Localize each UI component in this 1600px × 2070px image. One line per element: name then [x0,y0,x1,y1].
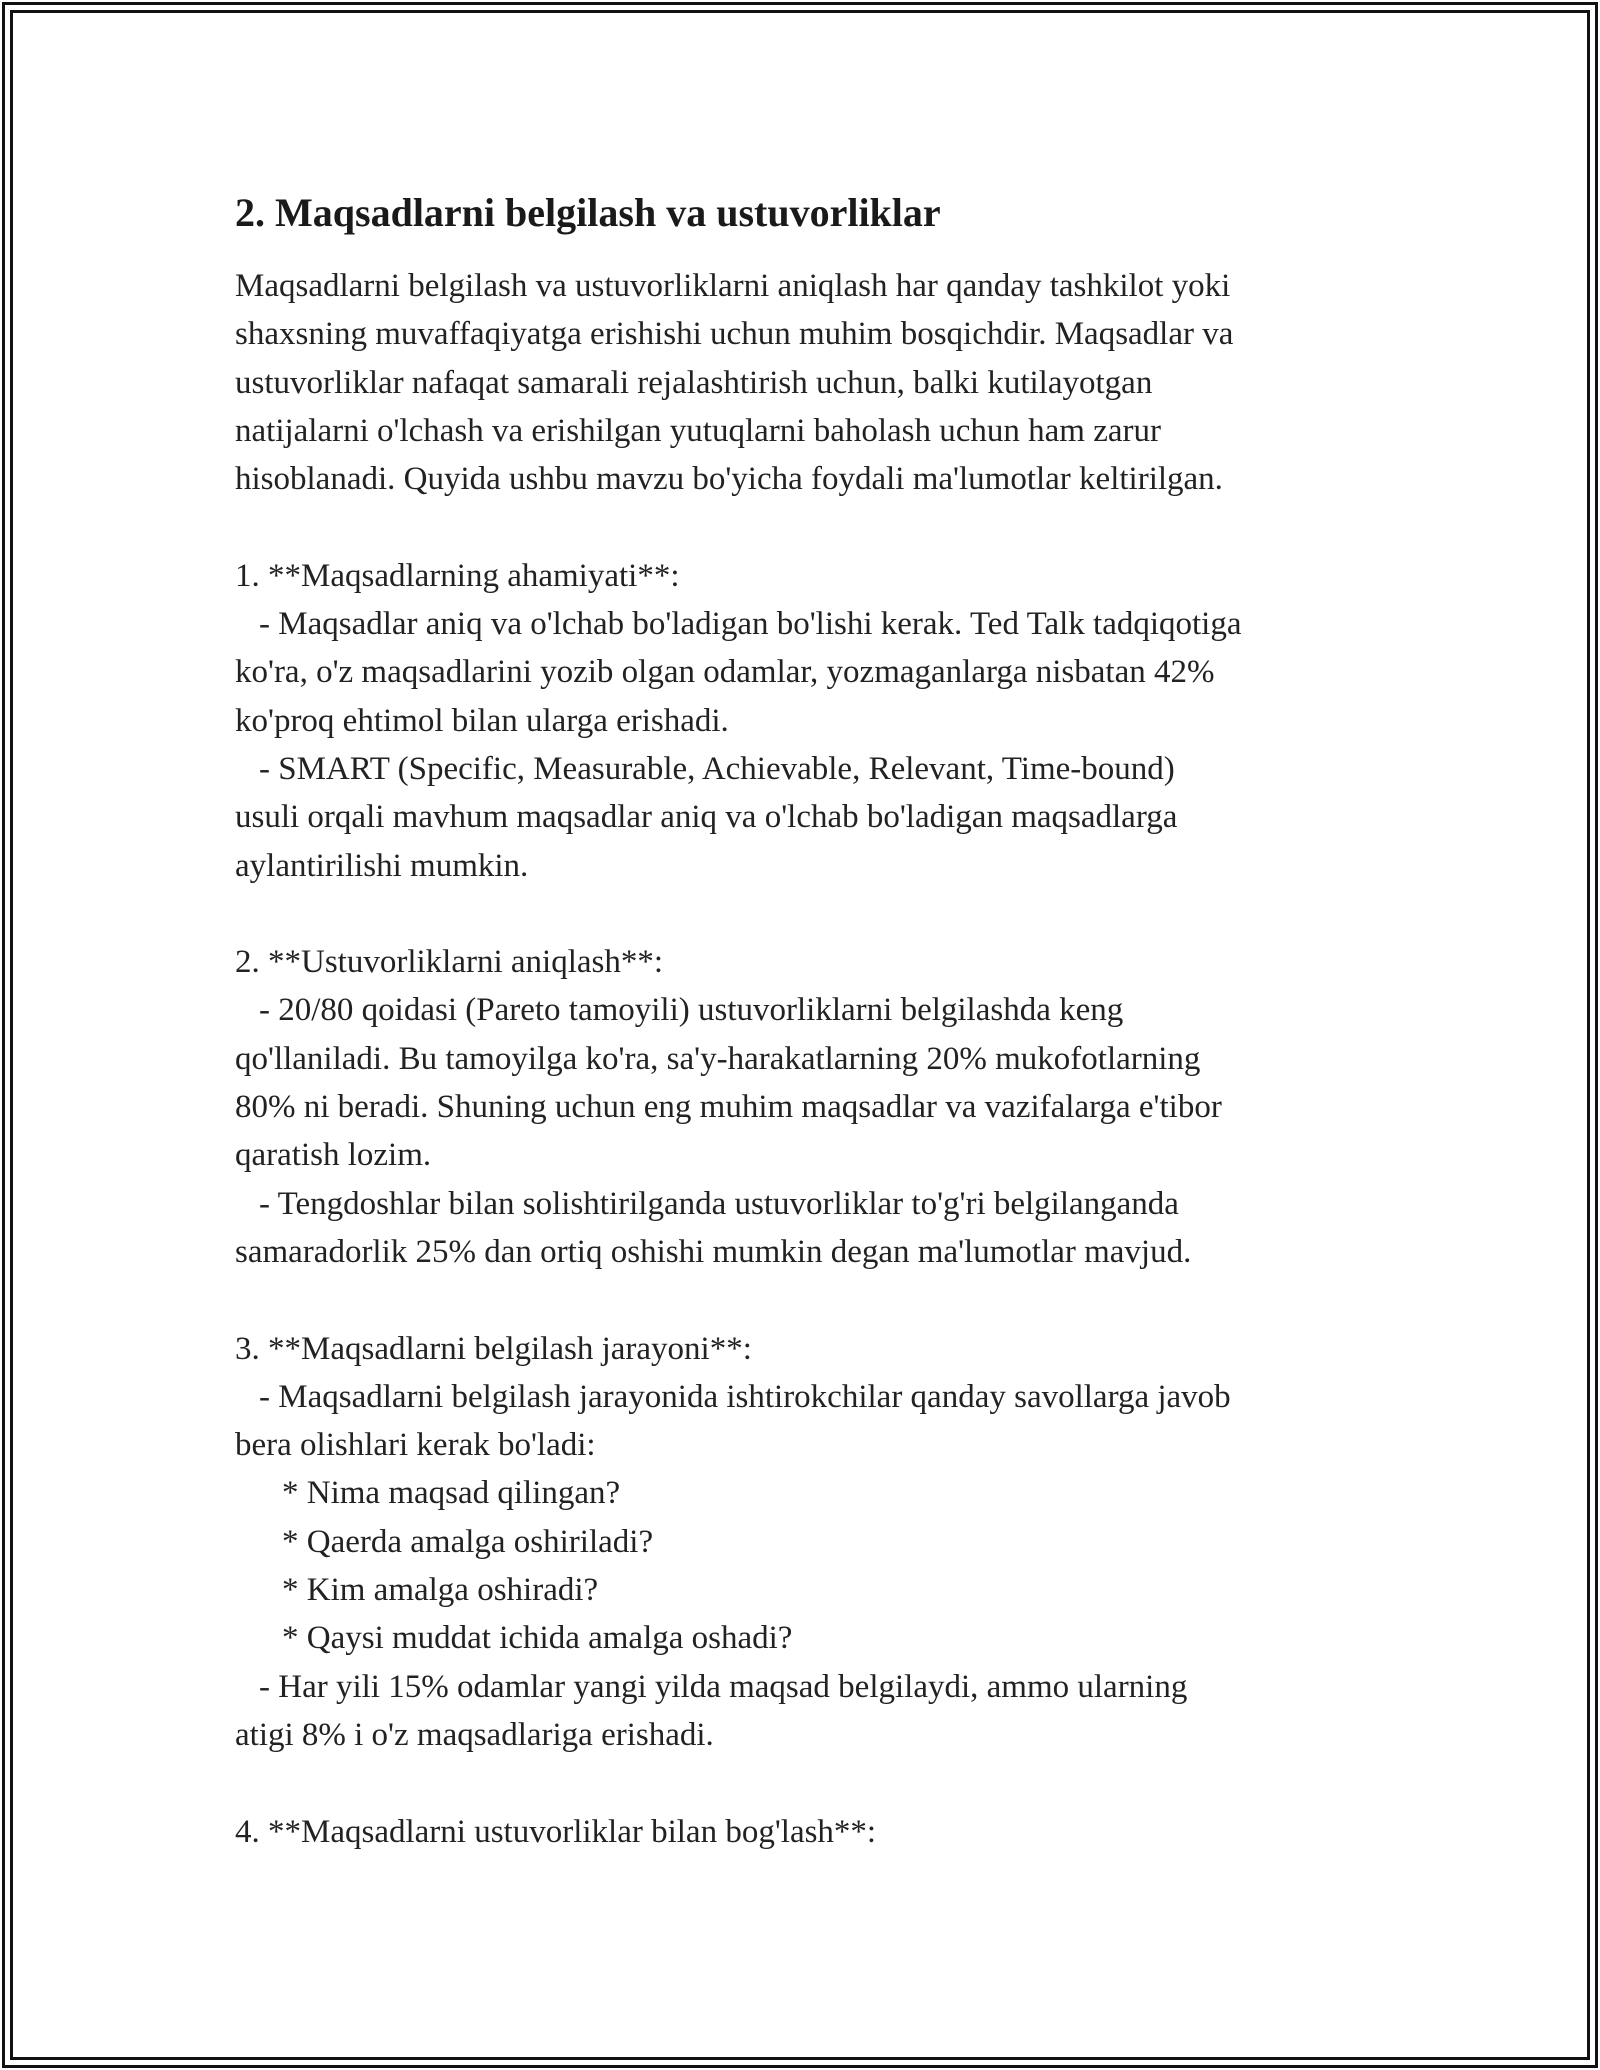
bullet-text: samaradorlik 25% dan ortiq oshishi mumkin degan ma'lumotlar mavjud. [235,1233,1192,1270]
question-item: * Kim amalga oshiradi? [282,1572,599,1609]
bullet-text: - 20/80 qoidasi (Pareto tamoyili) ustuvorliklarni belgilashda keng [259,992,1124,1029]
bullet-text: qo'llaniladi. Bu tamoyilga ko'ra, sa'y-harakatlarning 20% mukofotlarning [235,1040,1201,1077]
list-item-title: 3. **Maqsadlarni belgilash jarayoni**: [235,1330,752,1367]
question-item: * Nima maqsad qilingan? [282,1475,621,1512]
spacer [235,890,1415,938]
question-item: * Qaysi muddat ichida amalga oshadi? [282,1620,793,1657]
section-heading: 2. Maqsadlarni belgilash va ustuvorliklar [235,190,941,235]
bullet-text: ko'ra, o'z maqsadlarini yozib olgan odamlar, yozmaganlarga nisbatan 42% [235,654,1215,691]
intro-line: Maqsadlarni belgilash va ustuvorliklarni aniqlash har qanday tashkilot yoki [235,268,1231,304]
bullet-text: bera olishlari kerak bo'ladi: [235,1427,596,1464]
question-item: * Qaerda amalga oshiriladi? [282,1523,654,1560]
bullet-text: aylantirilishi mumkin. [235,847,529,884]
list-item-title: 2. **Ustuvorliklarni aniqlash**: [235,944,664,981]
bullet-text: - SMART (Specific, Measurable, Achievable, Relevant, Time-bound) [259,750,1175,787]
list-item-title: 4. **Maqsadlarni ustuvorliklar bilan bog'lash**: [235,1813,877,1850]
intro-line: ustuvorliklar nafaqat samarali rejalashtirish uchun, balki kutilayotgan [235,364,1153,401]
spacer [235,1759,1415,1807]
intro-line: shaxsning muvaffaqiyatga erishishi uchun muhim bosqichdir. Maqsadlar va [235,316,1234,353]
bullet-text: usuli orqali mavhum maqsadlar aniq va o'lchab bo'ladigan maqsadlarga [235,799,1178,836]
bullet-text: - Maqsadlar aniq va o'lchab bo'ladigan bo'lishi kerak. Ted Talk tadqiqotiga [259,606,1242,643]
spacer [235,503,1415,551]
bullet-text: - Har yili 15% odamlar yangi yilda maqsad belgilaydi, ammo ularning [259,1668,1188,1705]
bullet-text: - Tengdoshlar bilan solishtirilganda ustuvorliklar to'g'ri belgilanganda [259,1185,1179,1222]
list-item-2 [235,938,1415,1276]
list-item-3 [235,1325,1415,1760]
list-item-1 [235,552,1415,890]
document-content [235,188,1415,1856]
spacer [235,1276,1415,1324]
list-item-title: 1. **Maqsadlarning ahamiyati**: [235,557,680,594]
bullet-text: qaratish lozim. [235,1137,432,1174]
list-item-4 [235,1808,1415,1856]
bullet-text: atigi 8% i o'z maqsadlariga erishadi. [235,1716,714,1753]
bullet-text: 80% ni beradi. Shuning uchun eng muhim maqsadlar va vazifalarga e'tibor [235,1089,1222,1126]
bullet-text: - Maqsadlarni belgilash jarayonida ishtirokchilar qanday savollarga javob [259,1378,1231,1415]
intro-line: natijalarni o'lchash va erishilgan yutuqlarni baholash uchun ham zarur [235,412,1161,449]
bullet-text: ko'proq ehtimol bilan ularga erishadi. [235,702,729,739]
intro-line: hisoblanadi. Quyida ushbu mavzu bo'yicha foydali ma'lumotlar keltirilgan. [235,461,1223,498]
intro-paragraph [235,262,1415,503]
